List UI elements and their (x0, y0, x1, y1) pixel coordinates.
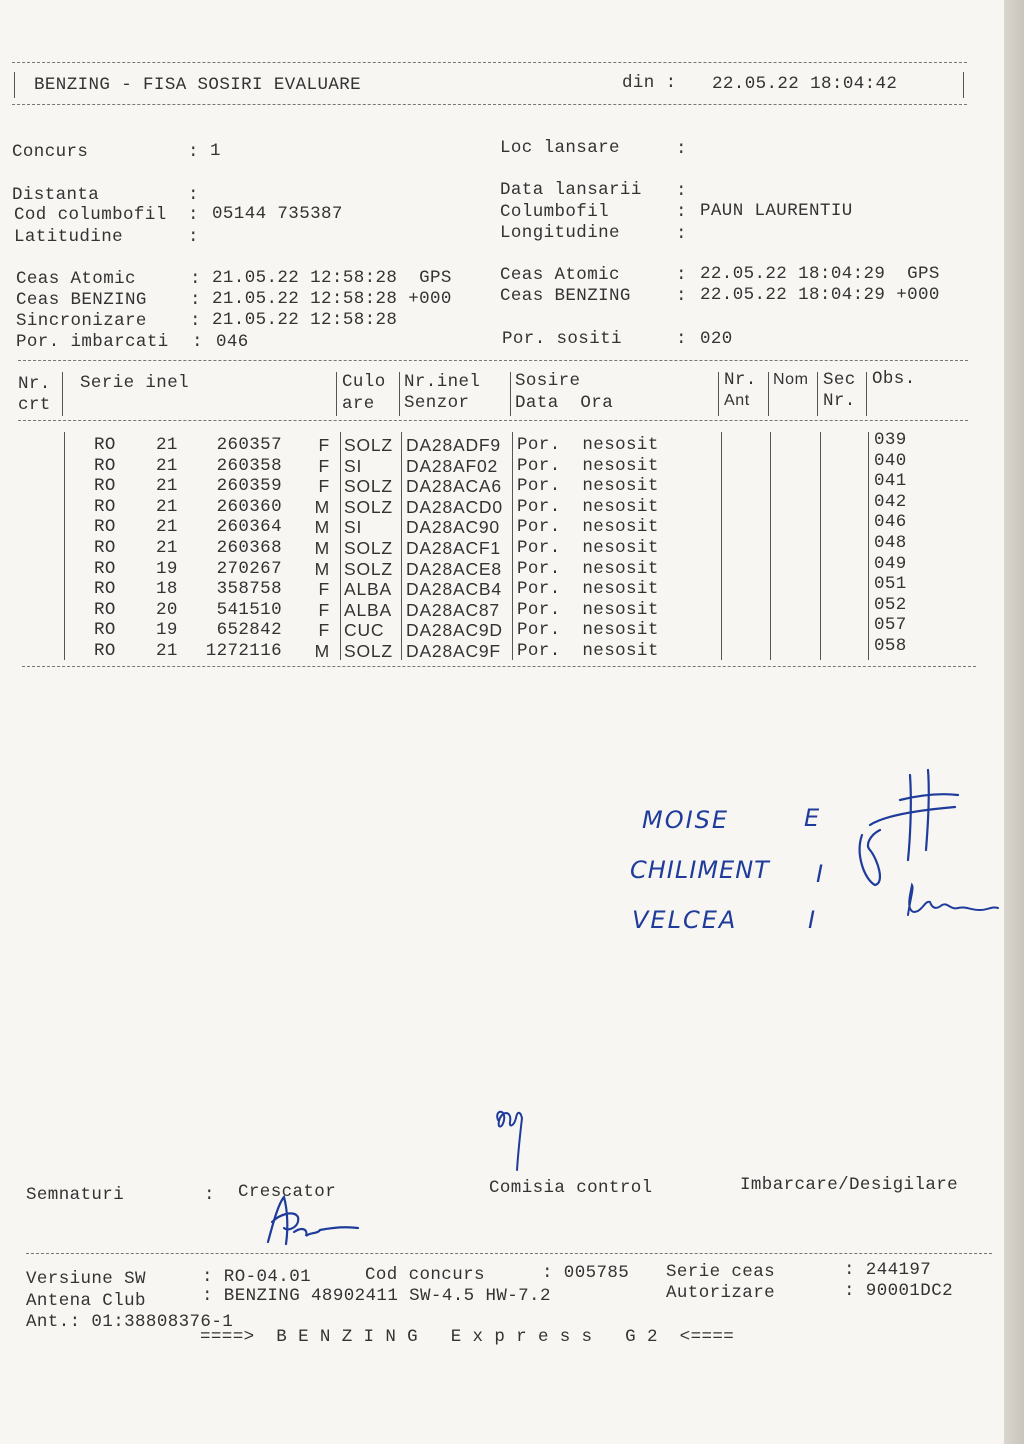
cell-sosire: Por. nesosit (517, 455, 659, 476)
handwritten-signature (490, 1100, 540, 1180)
header-bottom-rule (12, 104, 967, 105)
cell-sex: M (314, 641, 330, 661)
cell-an: 18 (156, 579, 178, 600)
col-rule (64, 432, 65, 660)
cell-culoare: SOLZ (344, 496, 393, 517)
signature-crescator-label: Crescator (238, 1182, 337, 1202)
table-top-rule (18, 360, 968, 361)
header-top-rule (12, 62, 967, 63)
table-bottom-rule (22, 666, 976, 667)
info-sep: : (188, 227, 199, 247)
cell-obs: 048 (874, 533, 907, 553)
cod-concurs-label: Cod concurs (365, 1265, 485, 1285)
info-label: Distanta (12, 185, 100, 205)
cell-sex: M (314, 496, 330, 517)
cell-an: 21 (156, 517, 178, 538)
cell-culoare: SOLZ (344, 538, 393, 558)
cell-obs: 040 (874, 450, 907, 471)
info-label: Por. imbarcati (16, 332, 169, 352)
info-sep: : (190, 290, 201, 310)
cell-tara: RO (94, 538, 116, 558)
info-label: Concurs (12, 142, 89, 162)
cell-nr: 1272116 (205, 641, 282, 661)
signatures-label: Semnaturi (26, 1185, 125, 1205)
col-rule (721, 432, 722, 660)
cell-sex: M (314, 517, 330, 538)
cell-culoare: ALBA (344, 579, 392, 600)
cell-senzor: DA28ACE8 (406, 558, 502, 579)
info-sep: : (676, 265, 687, 285)
cell-culoare: SOLZ (344, 558, 393, 579)
cell-senzor: DA28ACD0 (406, 496, 503, 517)
cell-sosire: Por. nesosit (517, 579, 659, 600)
handwritten-name: VELCEA (632, 906, 738, 934)
handwritten-signature (840, 765, 980, 895)
col-header-ant: Nr. (724, 370, 757, 390)
col-rule (866, 372, 867, 416)
cell-sex: M (314, 558, 330, 579)
cell-tara: RO (94, 496, 116, 517)
info-value-ceas-atomic: 21.05.22 12:58:28 GPS (212, 268, 452, 288)
info-label: Longitudine (500, 223, 620, 243)
col-rule (336, 372, 337, 416)
footer-rule (26, 1253, 992, 1254)
cell-senzor: DA28AC90 (406, 517, 500, 538)
cell-tara: RO (94, 579, 116, 600)
cell-sex: F (318, 599, 330, 620)
cell-sosire: Por. nesosit (517, 517, 659, 538)
handwritten-initial: E (804, 804, 822, 832)
cell-senzor: DA28AC9D (406, 620, 503, 641)
info-sep: : (190, 269, 201, 289)
cell-nr: 260360 (216, 496, 282, 517)
info-value-por-imbarcati: 046 (216, 332, 249, 352)
header-left-border (14, 72, 15, 98)
cell-sosire: Por. nesosit (517, 641, 659, 661)
header-right-border (963, 72, 964, 98)
cell-sex: F (318, 455, 330, 476)
col-header-serie: Serie inel (80, 373, 190, 393)
cell-an: 21 (156, 538, 178, 558)
cell-an: 21 (156, 455, 178, 476)
col-header-culoare: Culo (342, 372, 386, 392)
cell-nr: 541510 (216, 599, 282, 620)
cell-tara: RO (94, 435, 116, 455)
serie-ceas-label: Serie ceas (666, 1262, 776, 1282)
cell-tara: RO (94, 476, 116, 497)
col-rule (510, 372, 511, 416)
cell-sosire: Por. nesosit (517, 599, 659, 620)
info-sep: : (676, 202, 687, 222)
cell-an: 19 (156, 558, 178, 579)
cell-sex: F (318, 435, 330, 455)
col-rule (820, 432, 821, 660)
cell-nr: 260368 (216, 538, 282, 558)
ant-line: Ant.: 01:38808376-1 (26, 1312, 234, 1332)
col-rule (340, 432, 341, 660)
cell-tara: RO (94, 558, 116, 579)
col-header-senzor: Senzor (404, 393, 470, 413)
cell-sosire: Por. nesosit (517, 476, 659, 497)
signature-imbarcare-label: Imbarcare/Desigilare (740, 1175, 959, 1195)
info-label: Cod columbofil (14, 205, 167, 225)
cell-sex: M (314, 538, 330, 558)
col-header-nr: crt (18, 395, 51, 415)
info-value-concurs: 1 (210, 141, 221, 161)
benzing-express-banner: ====> B E N Z I N G E x p r e s s G 2 <==== (200, 1327, 735, 1347)
handwritten-initial: I (816, 860, 826, 888)
cell-an: 21 (156, 435, 178, 455)
din-label: din : (622, 73, 677, 93)
col-header-data-ora: Data Ora (515, 393, 614, 413)
cell-an: 19 (156, 620, 178, 641)
info-label: Ceas Atomic (16, 269, 136, 289)
info-label: Ceas BENZING (16, 290, 147, 310)
col-rule (62, 372, 63, 416)
cell-obs: 052 (874, 594, 907, 615)
antena-label: Antena Club (26, 1291, 146, 1311)
versiune-value: : RO-04.01 (202, 1267, 312, 1287)
col-header-nr: Nr. (18, 374, 51, 394)
cell-sosire: Por. nesosit (517, 538, 659, 558)
document-title: BENZING - FISA SOSIRI EVALUARE (34, 75, 362, 95)
handwritten-signature (900, 880, 1010, 930)
info-sep: : (676, 181, 687, 201)
col-header-culoare: are (342, 394, 375, 414)
antena-value: : BENZING 48902411 SW-4.5 HW-7.2 (202, 1286, 551, 1306)
cell-senzor: DA28AC9F (406, 641, 501, 661)
col-rule (770, 432, 771, 660)
cell-culoare: SI (344, 455, 363, 476)
info-value-ceas-benzing: 22.05.22 18:04:29 +000 (700, 285, 940, 305)
cell-obs: 042 (874, 491, 907, 512)
col-header-sec: Sec (823, 370, 856, 390)
info-value-ceas-benzing: 21.05.22 12:58:28 +000 (212, 289, 452, 309)
cell-obs: 039 (874, 430, 907, 450)
col-header-nr-inel: Nr.inel (404, 372, 481, 392)
serie-ceas-value: : 244197 (844, 1260, 932, 1280)
info-label: Loc lansare (500, 138, 620, 158)
info-value-ceas-atomic: 22.05.22 18:04:29 GPS (700, 264, 940, 284)
handwritten-name: MOISE (642, 806, 730, 834)
cell-nr: 260364 (216, 517, 282, 538)
cell-sosire: Por. nesosit (517, 558, 659, 579)
col-rule (768, 372, 769, 416)
cell-tara: RO (94, 620, 116, 641)
cell-obs: 049 (874, 553, 907, 574)
cell-an: 21 (156, 641, 178, 661)
din-timestamp: 22.05.22 18:04:42 (712, 74, 898, 94)
cell-nr: 652842 (216, 620, 282, 641)
handwritten-name: CHILIMENT (630, 856, 770, 884)
cell-obs: 041 (874, 471, 907, 492)
info-sep: : (188, 205, 199, 225)
cell-culoare: SOLZ (344, 476, 393, 497)
handwritten-initial: I (808, 906, 818, 934)
autorizare-label: Autorizare (666, 1283, 776, 1303)
cell-tara: RO (94, 517, 116, 538)
info-sep: : (188, 185, 199, 205)
cell-obs: 058 (874, 636, 907, 656)
cell-sex: F (318, 620, 330, 641)
cell-tara: RO (94, 641, 116, 661)
cell-sosire: Por. nesosit (517, 496, 659, 517)
cell-an: 21 (156, 496, 178, 517)
cell-nr: 260357 (216, 435, 282, 455)
info-label: Ceas BENZING (500, 286, 631, 306)
cell-nr: 270267 (216, 558, 282, 579)
cell-senzor: DA28AC87 (406, 599, 500, 620)
cell-an: 20 (156, 599, 178, 620)
info-sep: : (676, 286, 687, 306)
autorizare-value: : 90001DC2 (844, 1281, 954, 1301)
cell-senzor: DA28ACA6 (406, 476, 502, 497)
cod-concurs-value: : 005785 (542, 1263, 630, 1283)
info-sep: : (676, 224, 687, 244)
cell-culoare: SOLZ (344, 641, 393, 661)
col-header-sec: Nr. (823, 391, 856, 411)
cell-nr: 260359 (216, 476, 282, 497)
page-edge (1004, 0, 1024, 1444)
col-header-nom: Nom (773, 371, 809, 388)
info-sep: : (676, 329, 687, 349)
cell-an: 21 (156, 476, 178, 497)
signatures-sep: : (204, 1185, 215, 1205)
info-label: Columbofil (500, 202, 610, 222)
cell-culoare: ALBA (344, 599, 392, 620)
info-value-por-sositi: 020 (700, 329, 733, 349)
col-header-ant: Ant (724, 392, 750, 409)
info-value-columbofil: PAUN LAURENTIU (700, 201, 853, 221)
cell-tara: RO (94, 599, 116, 620)
info-label: Data lansarii (500, 180, 642, 200)
col-rule (401, 432, 402, 660)
cell-tara: RO (94, 455, 116, 476)
cell-obs: 051 (874, 574, 907, 595)
cell-sex: F (318, 476, 330, 497)
col-header-sosire: Sosire (515, 371, 581, 391)
info-sep: : (188, 142, 199, 162)
cell-sosire: Por. nesosit (517, 620, 659, 641)
info-label: Latitudine (14, 227, 124, 247)
info-label: Ceas Atomic (500, 265, 620, 285)
info-value-sincronizare: 21.05.22 12:58:28 (212, 310, 398, 330)
col-rule (868, 432, 869, 660)
cell-senzor: DA28ACB4 (406, 579, 502, 600)
cell-senzor: DA28ADF9 (406, 435, 501, 455)
col-rule (817, 372, 818, 416)
col-rule (399, 372, 400, 416)
versiune-label: Versiune SW (26, 1269, 146, 1289)
cell-obs: 046 (874, 512, 907, 533)
cell-nr: 260358 (216, 455, 282, 476)
cell-culoare: SOLZ (344, 435, 393, 455)
cell-senzor: DA28AF02 (406, 455, 499, 476)
cell-nr: 358758 (216, 579, 282, 600)
table-header-rule (18, 420, 968, 421)
cell-senzor: DA28ACF1 (406, 538, 501, 558)
signature-comisia-label: Comisia control (489, 1178, 653, 1198)
info-label: Sincronizare (16, 311, 147, 331)
info-label: Por. sositi (502, 329, 622, 349)
col-rule (718, 372, 719, 416)
col-rule (512, 432, 513, 660)
cell-sex: F (318, 579, 330, 600)
cell-culoare: SI (344, 517, 363, 538)
info-sep: : (190, 311, 201, 331)
cell-sosire: Por. nesosit (517, 435, 659, 455)
info-value-cod-columbofil: 05144 735387 (212, 204, 343, 224)
info-sep: : (676, 139, 687, 159)
info-sep: : (192, 332, 203, 352)
col-header-obs: Obs. (872, 369, 916, 389)
cell-obs: 057 (874, 615, 907, 636)
cell-culoare: CUC (344, 620, 385, 641)
